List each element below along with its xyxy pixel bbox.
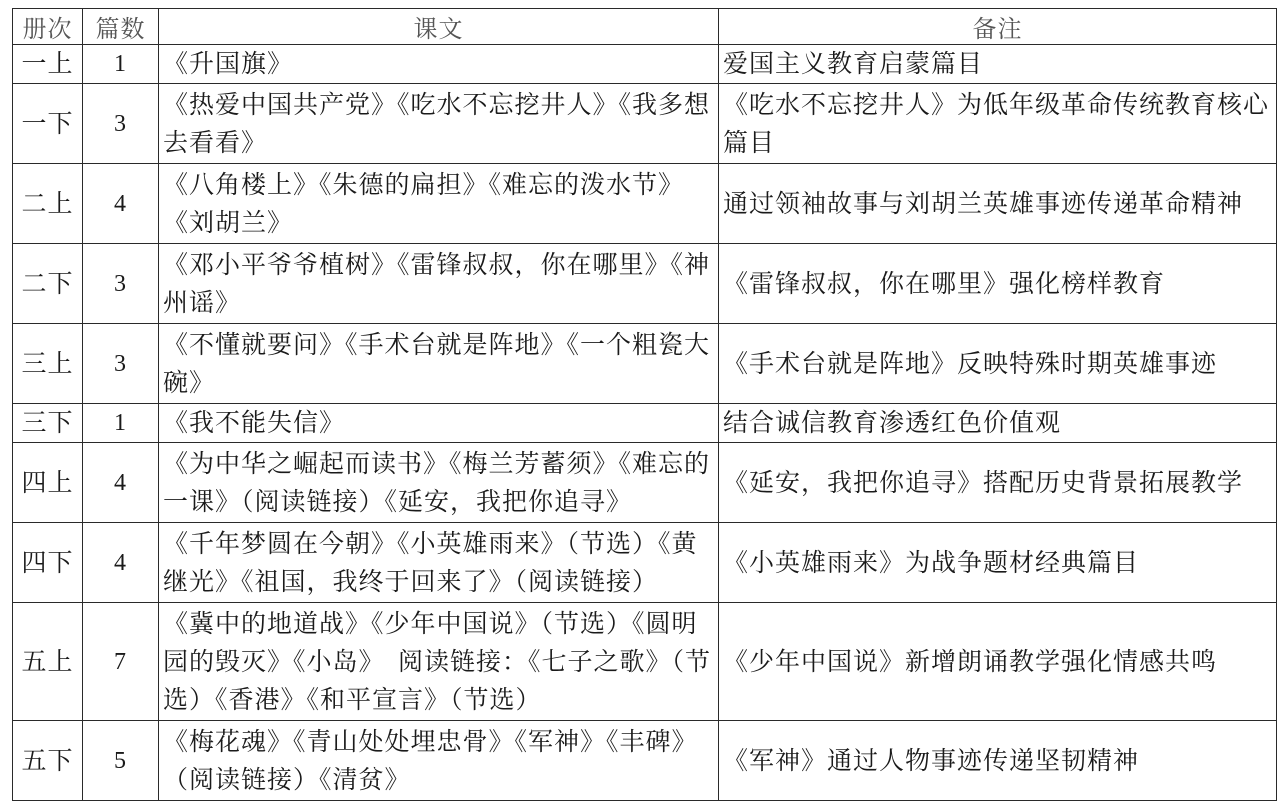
- header-count: 篇数: [83, 9, 159, 45]
- header-notes: 备注: [719, 9, 1277, 45]
- texts-cell: 《八角楼上》《朱德的扁担》《难忘的泼水节》《刘胡兰》: [159, 164, 719, 244]
- count-cell: 4: [83, 164, 159, 244]
- texts-cell: 《为中华之崛起而读书》《梅兰芳蓄须》《难忘的一课》（阅读链接）《延安，我把你追寻》: [159, 443, 719, 523]
- notes-cell: 通过领袖故事与刘胡兰英雄事迹传递革命精神: [719, 164, 1277, 244]
- notes-cell: 《延安，我把你追寻》搭配历史背景拓展教学: [719, 443, 1277, 523]
- volume-cell: 五上: [13, 603, 83, 721]
- count-cell: 1: [83, 45, 159, 84]
- notes-cell: 《吃水不忘挖井人》为低年级革命传统教育核心篇目: [719, 84, 1277, 164]
- count-cell: 4: [83, 523, 159, 603]
- texts-cell: 《千年梦圆在今朝》《小英雄雨来》（节选）《黄继光》《祖国，我终于回来了》（阅读链接）: [159, 523, 719, 603]
- table-row: [13, 443, 1277, 523]
- count-cell: 1: [83, 404, 159, 443]
- count-cell: 7: [83, 603, 159, 721]
- count-cell: 3: [83, 244, 159, 324]
- texts-cell: 《升国旗》: [159, 45, 719, 84]
- notes-cell: 《少年中国说》新增朗诵教学强化情感共鸣: [719, 603, 1277, 721]
- count-cell: 3: [83, 84, 159, 164]
- textbook-table: [12, 8, 1277, 801]
- count-cell: 3: [83, 324, 159, 404]
- notes-cell: 爱国主义教育启蒙篇目: [719, 45, 1277, 84]
- header-volume: 册次: [13, 9, 83, 45]
- texts-cell: 《不懂就要问》《手术台就是阵地》《一个粗瓷大碗》: [159, 324, 719, 404]
- volume-cell: 四上: [13, 443, 83, 523]
- header-row: [13, 9, 1277, 45]
- volume-cell: 三上: [13, 324, 83, 404]
- table-row: [13, 404, 1277, 443]
- notes-cell: 《军神》通过人物事迹传递坚韧精神: [719, 721, 1277, 801]
- texts-cell: 《冀中的地道战》《少年中国说》（节选）《圆明园的毁灭》《小岛》 阅读链接：《七子之歌》（节选）《香港》《和平宣言》（节选）: [159, 603, 719, 721]
- header-texts: 课文: [159, 9, 719, 45]
- volume-cell: 四下: [13, 523, 83, 603]
- notes-cell: 《手术台就是阵地》反映特殊时期英雄事迹: [719, 324, 1277, 404]
- texts-cell: 《邓小平爷爷植树》《雷锋叔叔，你在哪里》《神州谣》: [159, 244, 719, 324]
- texts-cell: 《热爱中国共产党》《吃水不忘挖井人》《我多想去看看》: [159, 84, 719, 164]
- volume-cell: 二上: [13, 164, 83, 244]
- volume-cell: 一下: [13, 84, 83, 164]
- table-row: [13, 523, 1277, 603]
- table-row: [13, 45, 1277, 84]
- texts-cell: 《我不能失信》: [159, 404, 719, 443]
- table-row: [13, 603, 1277, 721]
- table-row: [13, 84, 1277, 164]
- count-cell: 5: [83, 721, 159, 801]
- table-row: [13, 721, 1277, 801]
- table-row: [13, 324, 1277, 404]
- table-row: [13, 164, 1277, 244]
- table-row: [13, 244, 1277, 324]
- count-cell: 4: [83, 443, 159, 523]
- texts-cell: 《梅花魂》《青山处处埋忠骨》《军神》《丰碑》（阅读链接）《清贫》: [159, 721, 719, 801]
- volume-cell: 一上: [13, 45, 83, 84]
- volume-cell: 五下: [13, 721, 83, 801]
- volume-cell: 二下: [13, 244, 83, 324]
- notes-cell: 《小英雄雨来》为战争题材经典篇目: [719, 523, 1277, 603]
- notes-cell: 结合诚信教育渗透红色价值观: [719, 404, 1277, 443]
- volume-cell: 三下: [13, 404, 83, 443]
- notes-cell: 《雷锋叔叔，你在哪里》强化榜样教育: [719, 244, 1277, 324]
